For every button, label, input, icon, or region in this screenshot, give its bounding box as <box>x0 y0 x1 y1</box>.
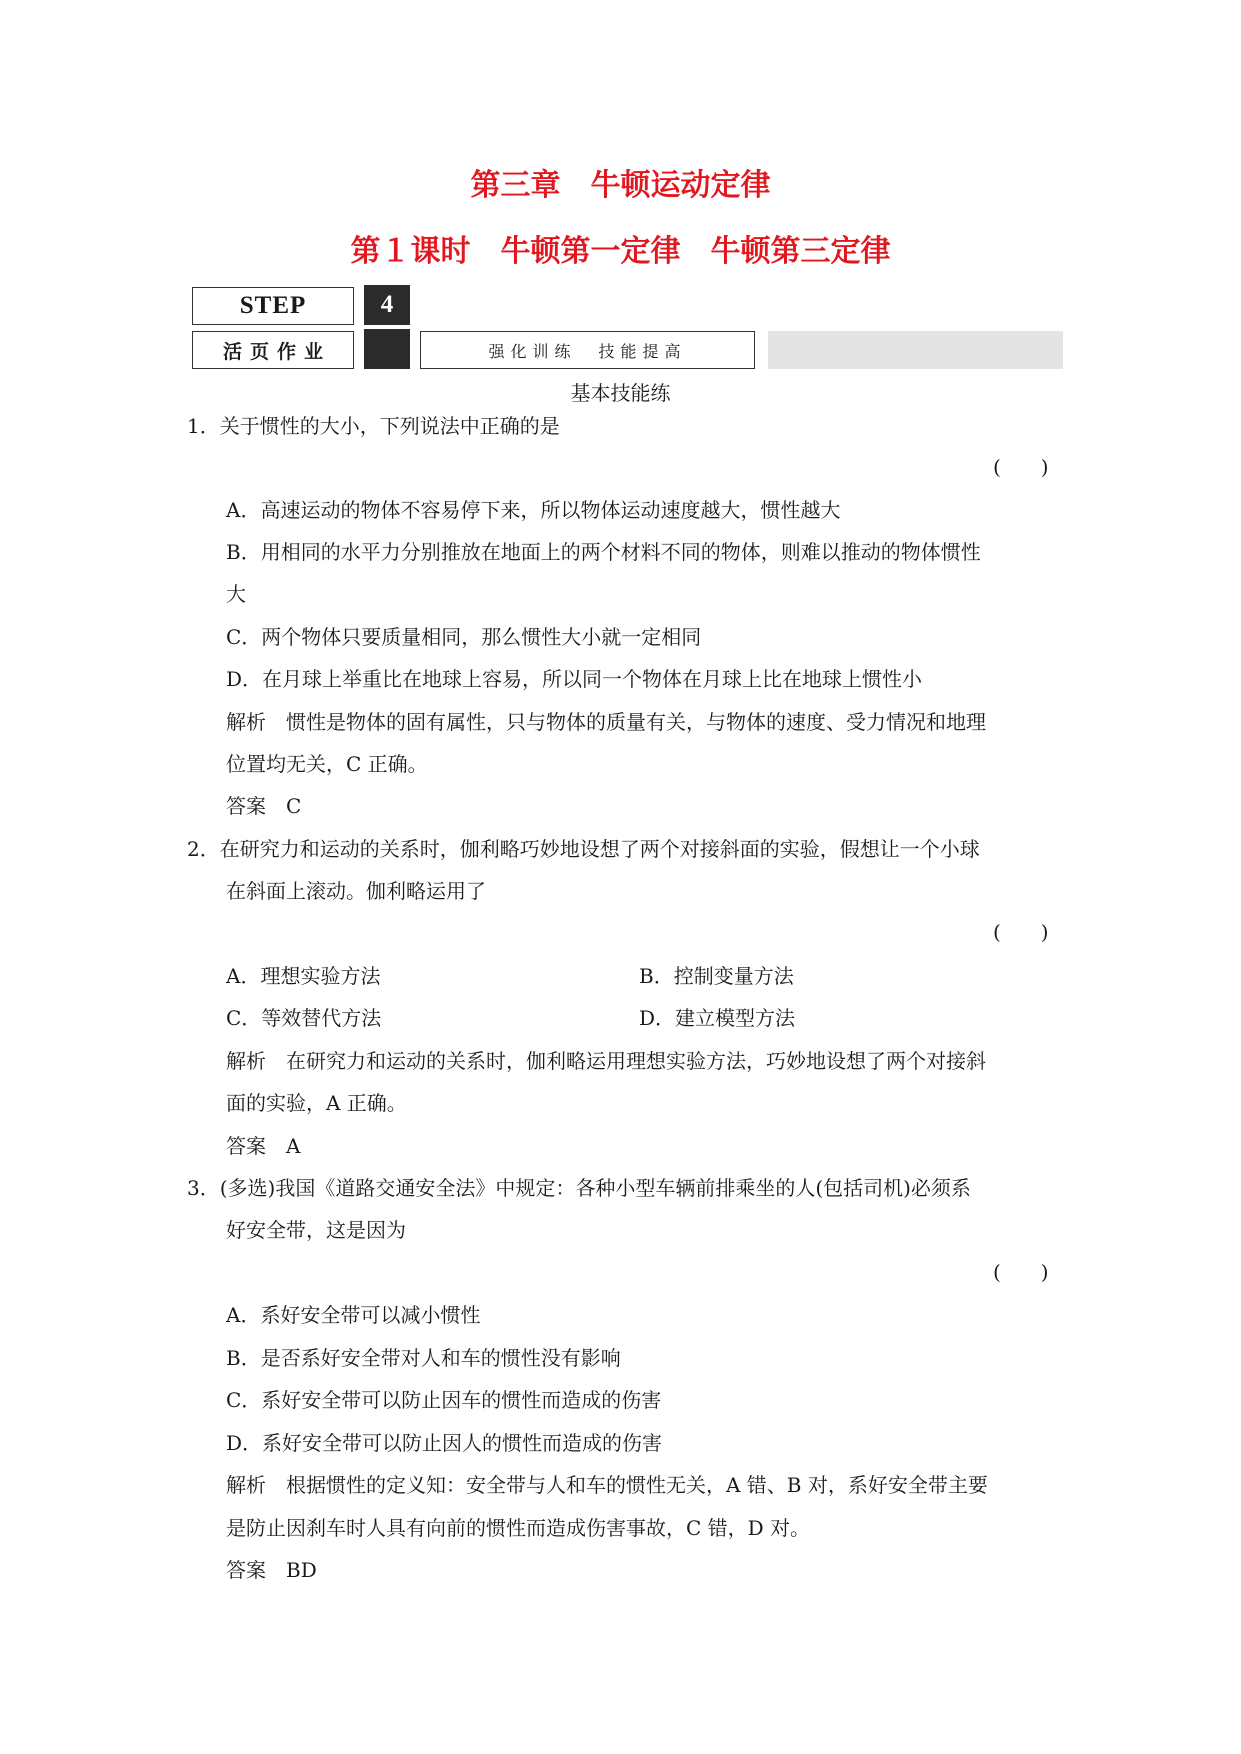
question-1-answer: 答案 C <box>226 794 302 818</box>
question-3-option: B．是否系好安全带对人和车的惯性没有影响 <box>226 1346 621 1370</box>
question-3-bracket: ( ) <box>993 1260 1049 1284</box>
question-3-option: A．系好安全带可以减小惯性 <box>226 1303 481 1327</box>
lesson-title: 第１课时 牛顿第一定律 牛顿第三定律 <box>350 234 891 269</box>
question-1-option-continued: 大 <box>226 582 246 606</box>
drill-label: 强化训练 技能提高 <box>420 331 755 369</box>
question-1-option: C．两个物体只要质量相同，那么惯性大小就一定相同 <box>226 625 702 649</box>
question-1-stem: 1．关于惯性的大小，下列说法中正确的是 <box>187 414 560 438</box>
question-3-option: C．系好安全带可以防止因车的惯性而造成的伤害 <box>226 1388 662 1412</box>
question-3-stem: 3．(多选)我国《道路交通安全法》中规定：各种小型车辆前排乘坐的人(包括司机)必须系 <box>187 1176 971 1200</box>
question-2-stem: 2．在研究力和运动的关系时，伽利略巧妙地设想了两个对接斜面的实验，假想让一个小球 <box>187 837 980 861</box>
question-1-bracket: ( ) <box>993 455 1049 479</box>
question-3-analysis: 解析 根据惯性的定义知：安全带与人和车的惯性无关，A 错、B 对，系好安全带主要 <box>226 1473 988 1497</box>
question-2-option: C．等效替代方法 <box>226 1006 382 1030</box>
question-2-analysis: 面的实验，A 正确。 <box>226 1091 407 1115</box>
question-1-analysis: 位置均无关，C 正确。 <box>226 752 428 776</box>
question-2-analysis: 解析 在研究力和运动的关系时，伽利略运用理想实验方法，巧妙地设想了两个对接斜 <box>226 1049 986 1073</box>
chapter-title: 第三章 牛顿运动定律 <box>470 168 771 203</box>
question-1-analysis: 解析 惯性是物体的固有属性，只与物体的质量有关，与物体的速度、受力情况和地理 <box>226 710 986 734</box>
work-label: 活页作业 <box>192 331 354 369</box>
question-1-option: D．在月球上举重比在地球上容易，所以同一个物体在月球上比在地球上惯性小 <box>226 667 923 691</box>
dark-block <box>364 329 410 369</box>
question-2-bracket: ( ) <box>993 920 1049 944</box>
question-1-option: B．用相同的水平力分别推放在地面上的两个材料不同的物体，则难以推动的物体惯性 <box>226 540 981 564</box>
gray-banner <box>768 331 1063 369</box>
question-2-option: A．理想实验方法 <box>226 964 381 988</box>
question-2-option: D．建立模型方法 <box>639 1006 796 1030</box>
question-2-answer: 答案 A <box>226 1134 301 1158</box>
step-number: 4 <box>364 285 410 325</box>
question-3-analysis: 是防止因刹车时人具有向前的惯性而造成伤害事故，C 错，D 对。 <box>226 1516 811 1540</box>
question-2-stem: 在斜面上滚动。伽利略运用了 <box>226 879 486 903</box>
question-3-option: D．系好安全带可以防止因人的惯性而造成的伤害 <box>226 1431 663 1455</box>
question-2-option: B．控制变量方法 <box>639 964 794 988</box>
section-title: 基本技能练 <box>570 381 671 405</box>
question-3-stem: 好安全带，这是因为 <box>226 1218 406 1242</box>
step-label: STEP <box>192 287 354 325</box>
question-3-answer: 答案 BD <box>226 1558 317 1582</box>
question-1-option: A．高速运动的物体不容易停下来，所以物体运动速度越大，惯性越大 <box>226 498 841 522</box>
